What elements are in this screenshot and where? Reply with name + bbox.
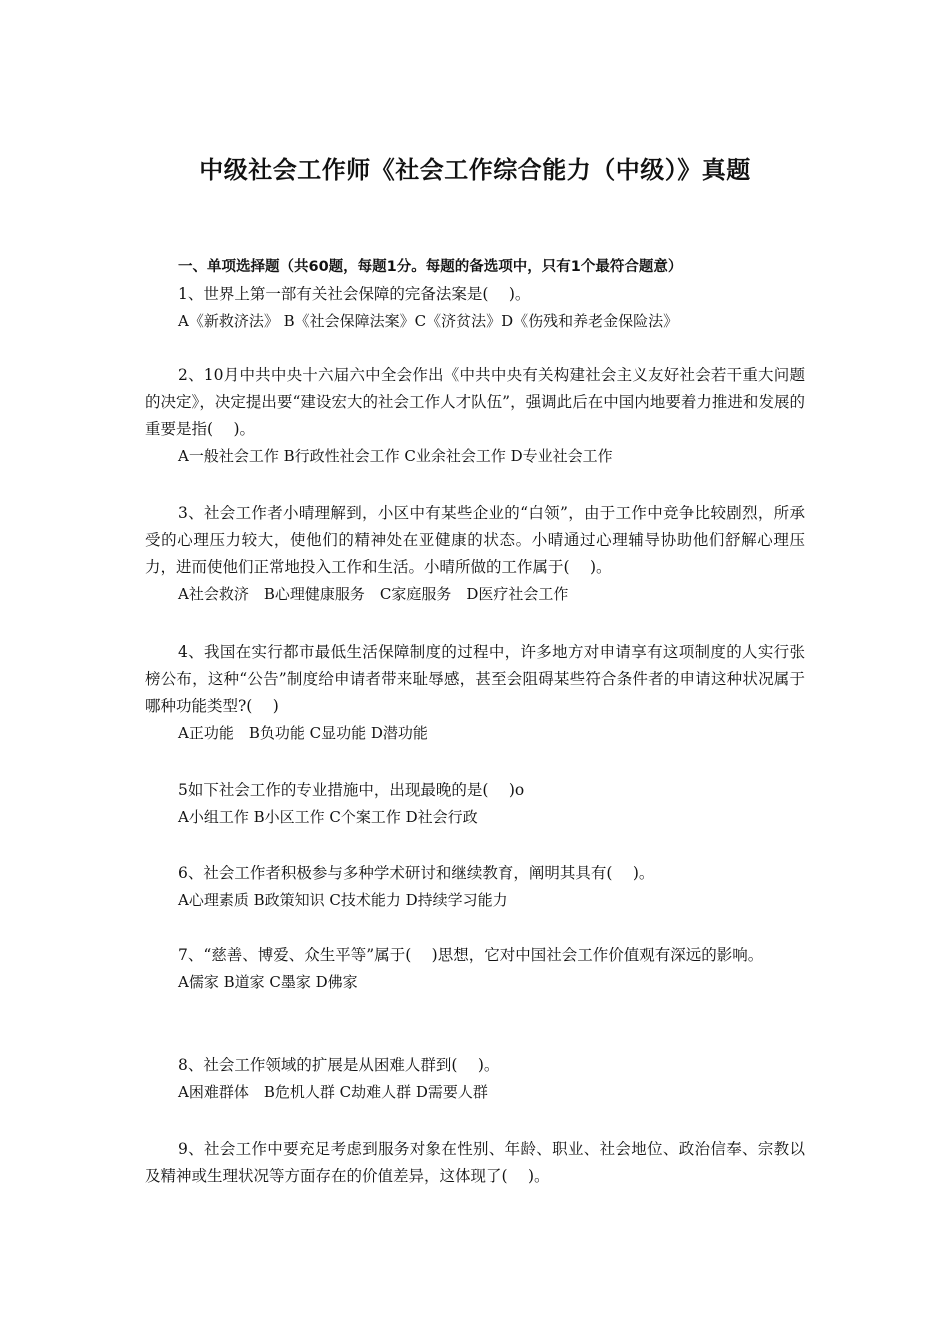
question-stem: 1、世界上第一部有关社会保障的完备法案是( )。 [178,285,531,303]
question-options: A《新救济法》 B《社会保障法案》C《济贫法》D《伤残和养老金保险法》 [178,312,679,330]
question-stem: 3、社会工作者小晴理解到，小区中有某些企业的“白领”，由于工作中竞争比较剧烈，所承受的心理压力较大，使他们的精神处在亚健康的状态。小晴通过心理辅导协助他们舒解心理压力，进而使他们正常地投入工作和生活。小晴所做的工作属于( )。 [145,504,805,576]
question-options: A小组工作 B小区工作 C个案工作 D社会行政 [178,808,478,826]
question-options: A正功能 B负功能 C显功能 D潜功能 [178,724,428,742]
question-7 [145,942,805,996]
question-6 [145,860,805,914]
question-1 [145,281,805,335]
question-stem: 2、10月中共中央十六届六中全会作出《中共中央有关构建社会主义友好社会若干重大问题的决定》，决定提出要“建设宏大的社会工作人才队伍”，强调此后在中国内地要着力推进和发展的重要是指( )。 [145,366,805,438]
question-stem: 5如下社会工作的专业措施中，出现最晚的是( )o [178,781,525,799]
question-2 [145,362,805,470]
question-9 [145,1136,805,1190]
section-heading: 一、单项选择题（共60题，每题1分。每题的备选项中，只有1个最符合题意） [178,259,683,275]
question-5 [145,777,805,831]
question-stem: 7、“慈善、博爱、众生平等”属于( )思想，它对中国社会工作价值观有深远的影响。 [178,946,764,964]
document-title: 中级社会工作师《社会工作综合能力（中级）》真题 [199,156,751,184]
question-options: A儒家 B道家 C墨家 D佛家 [178,973,358,991]
question-stem: 6、社会工作者积极参与多种学术研讨和继续教育，阐明其具有( )。 [178,864,655,882]
question-options: A一般社会工作 B行政性社会工作 C业余社会工作 D专业社会工作 [178,447,613,465]
question-options: A困难群体 B危机人群 C劫难人群 D需要人群 [178,1083,488,1101]
question-options: A心理素质 B政策知识 C技术能力 D持续学习能力 [178,891,508,909]
question-stem: 4、我国在实行都市最低生活保障制度的过程中，许多地方对申请享有这项制度的人实行张榜公布，这种“公告”制度给申请者带来耻辱感，甚至会阻碍某些符合条件者的申请这种状况属于哪种功能类型?( ) [145,643,805,715]
question-stem: 9、社会工作中要充足考虑到服务对象在性别、年龄、职业、社会地位、政治信奉、宗教以及精神或生理状况等方面存在的价值差异，这体现了( )。 [145,1140,805,1185]
question-stem: 8、社会工作领域的扩展是从困难人群到( )。 [178,1056,500,1074]
question-3 [145,500,805,608]
question-4 [145,639,805,747]
question-8 [145,1052,805,1106]
question-options: A社会救济 B心理健康服务 C家庭服务 D医疗社会工作 [178,585,569,603]
